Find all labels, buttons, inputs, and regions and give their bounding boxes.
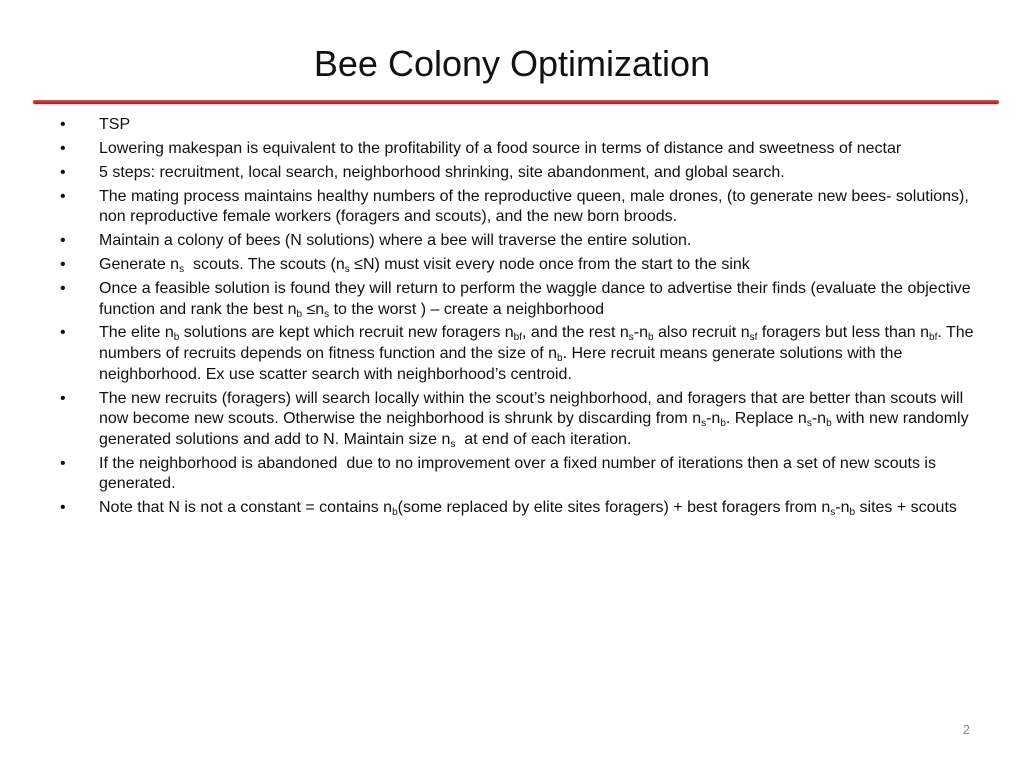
subscript: sf [749, 332, 758, 344]
bullet-text [99, 324, 978, 382]
bullet-text-run: ≤n [302, 300, 325, 318]
subscript: s [344, 264, 350, 276]
bullet-text-run: The elite n [99, 324, 174, 342]
bullet-text [99, 140, 901, 157]
bullet-dot-icon: • [60, 163, 66, 181]
bullet-dot-icon: • [60, 232, 66, 250]
bullet-text [99, 256, 750, 276]
bullet-text [99, 499, 957, 519]
bullet-text-run: solutions are kept which recruit new foragers n [179, 324, 514, 342]
bullet-text-run: TSP [99, 116, 131, 133]
bullet-text-run: If the neighborhood is abandoned due to no improvement over a fixed number of iterations then a set of new scouts is generated. [99, 454, 941, 493]
bullet-item [60, 187, 975, 228]
bullet-text-run: -n [633, 324, 648, 342]
subscript: b [720, 418, 726, 430]
bullet-text-run: -n [706, 410, 721, 428]
bullet-item [60, 323, 978, 385]
bullet-text [99, 188, 973, 226]
subscript: b [296, 308, 303, 320]
bullet-text [99, 455, 940, 493]
bullet-text-run: . Replace n [725, 410, 807, 428]
slide-title: Bee Colony Optimization [313, 43, 711, 84]
subscript: s [324, 308, 330, 320]
bullet-text [99, 280, 975, 318]
bullet-item [60, 163, 975, 184]
page-number: 2 [962, 722, 970, 737]
subscript: b [849, 507, 856, 519]
subscript: bf [513, 332, 523, 344]
subscript: bf [929, 332, 938, 344]
bullet-item [60, 279, 975, 320]
bullet-dot-icon: • [60, 389, 66, 407]
bullet-item [60, 115, 975, 136]
subscript: b [392, 507, 398, 519]
bullet-item [60, 454, 975, 495]
bullet-item [60, 498, 975, 519]
subscript: s [806, 418, 812, 430]
bullet-text-run: Generate n [99, 256, 180, 274]
bullet-item [60, 139, 975, 160]
bullet-dot-icon: • [60, 454, 66, 472]
subscript: b [647, 332, 654, 344]
bullet-text-run: at end of each iteration. [455, 430, 632, 448]
bullet-dot-icon: • [60, 256, 66, 274]
bullet-text [99, 232, 691, 249]
bullet-text-run: The mating process maintains healthy numbers of the reproductive queen, male drones, (to generate new bees- solutions), non reproductive female workers (foragers and scouts), and the new born broods. [99, 187, 974, 226]
bullet-text [99, 164, 785, 181]
bullet-text-run: to the worst ) – create a neighborhood [329, 300, 604, 318]
bullet-text-run: ≤N) must visit every node once from the start to the sink [349, 256, 750, 274]
subscript: s [830, 507, 836, 519]
bullet-item [60, 255, 975, 276]
bullet-text-run: sites + scouts [855, 499, 957, 517]
subscript: b [557, 353, 563, 365]
bullet-text-run: -n [835, 499, 850, 517]
bullet-list [60, 115, 978, 522]
bullet-item [60, 389, 975, 451]
subscript: s [628, 332, 634, 344]
bullet-text-run: scouts. The scouts (n [184, 256, 345, 274]
bullet-dot-icon: • [60, 139, 66, 157]
bullet-dot-icon: • [60, 116, 66, 133]
bullet-text-run: 5 steps: recruitment, local search, neighborhood shrinking, site abandonment, and global search. [99, 163, 785, 181]
title-underline [33, 100, 999, 104]
bullet-text-run: (some replaced by elite sites foragers) + best foragers from n [397, 499, 831, 517]
subscript: s [450, 438, 456, 450]
bullet-dot-icon: • [60, 324, 66, 342]
bullet-text-run: with new randomly generated solutions and add to N. Maintain size n [99, 410, 974, 448]
bullet-text-run: foragers but less than n [757, 324, 930, 342]
bullet-dot-icon: • [60, 187, 66, 205]
bullet-text-run: The new recruits (foragers) will search locally within the scout’s neighborhood, and foragers that are better than scouts will now become new scouts. Otherwise the neighborhood is shrunk by discarding from n [99, 389, 968, 428]
bullet-text [99, 116, 130, 133]
subscript: b [173, 332, 180, 344]
subscript: s [179, 264, 185, 276]
bullet-text-run: , and the rest n [522, 324, 629, 342]
bullet-text-run: . The numbers of recruits depends on fitness function and the size of n [99, 324, 978, 363]
bullet-dot-icon: • [60, 279, 66, 297]
bullet-text [99, 390, 973, 448]
bullet-text-run: also recruit n [653, 324, 750, 342]
bullet-dot-icon: • [60, 499, 66, 517]
bullet-item [60, 231, 975, 252]
bullet-text-run: Note that N is not a constant = contains n [99, 499, 393, 517]
subscript: b [826, 418, 832, 430]
bullet-text-run: -n [811, 410, 827, 428]
bullet-text-run: . Here recruit means generate solutions with the neighborhood. Ex use scatter search with neighborhood’s centroid. [99, 345, 907, 383]
bullet-text-run: Lowering makespan is equivalent to the profitability of a food source in terms of distance and sweetness of nectar [99, 139, 902, 157]
bullet-text-run: Once a feasible solution is found they will return to perform the waggle dance to advertise their finds (evaluate the objective function and rank the best n [99, 279, 976, 318]
bullet-text-run: Maintain a colony of bees (N solutions) where a bee will traverse the entire solution. [99, 232, 692, 250]
subscript: s [701, 418, 707, 430]
